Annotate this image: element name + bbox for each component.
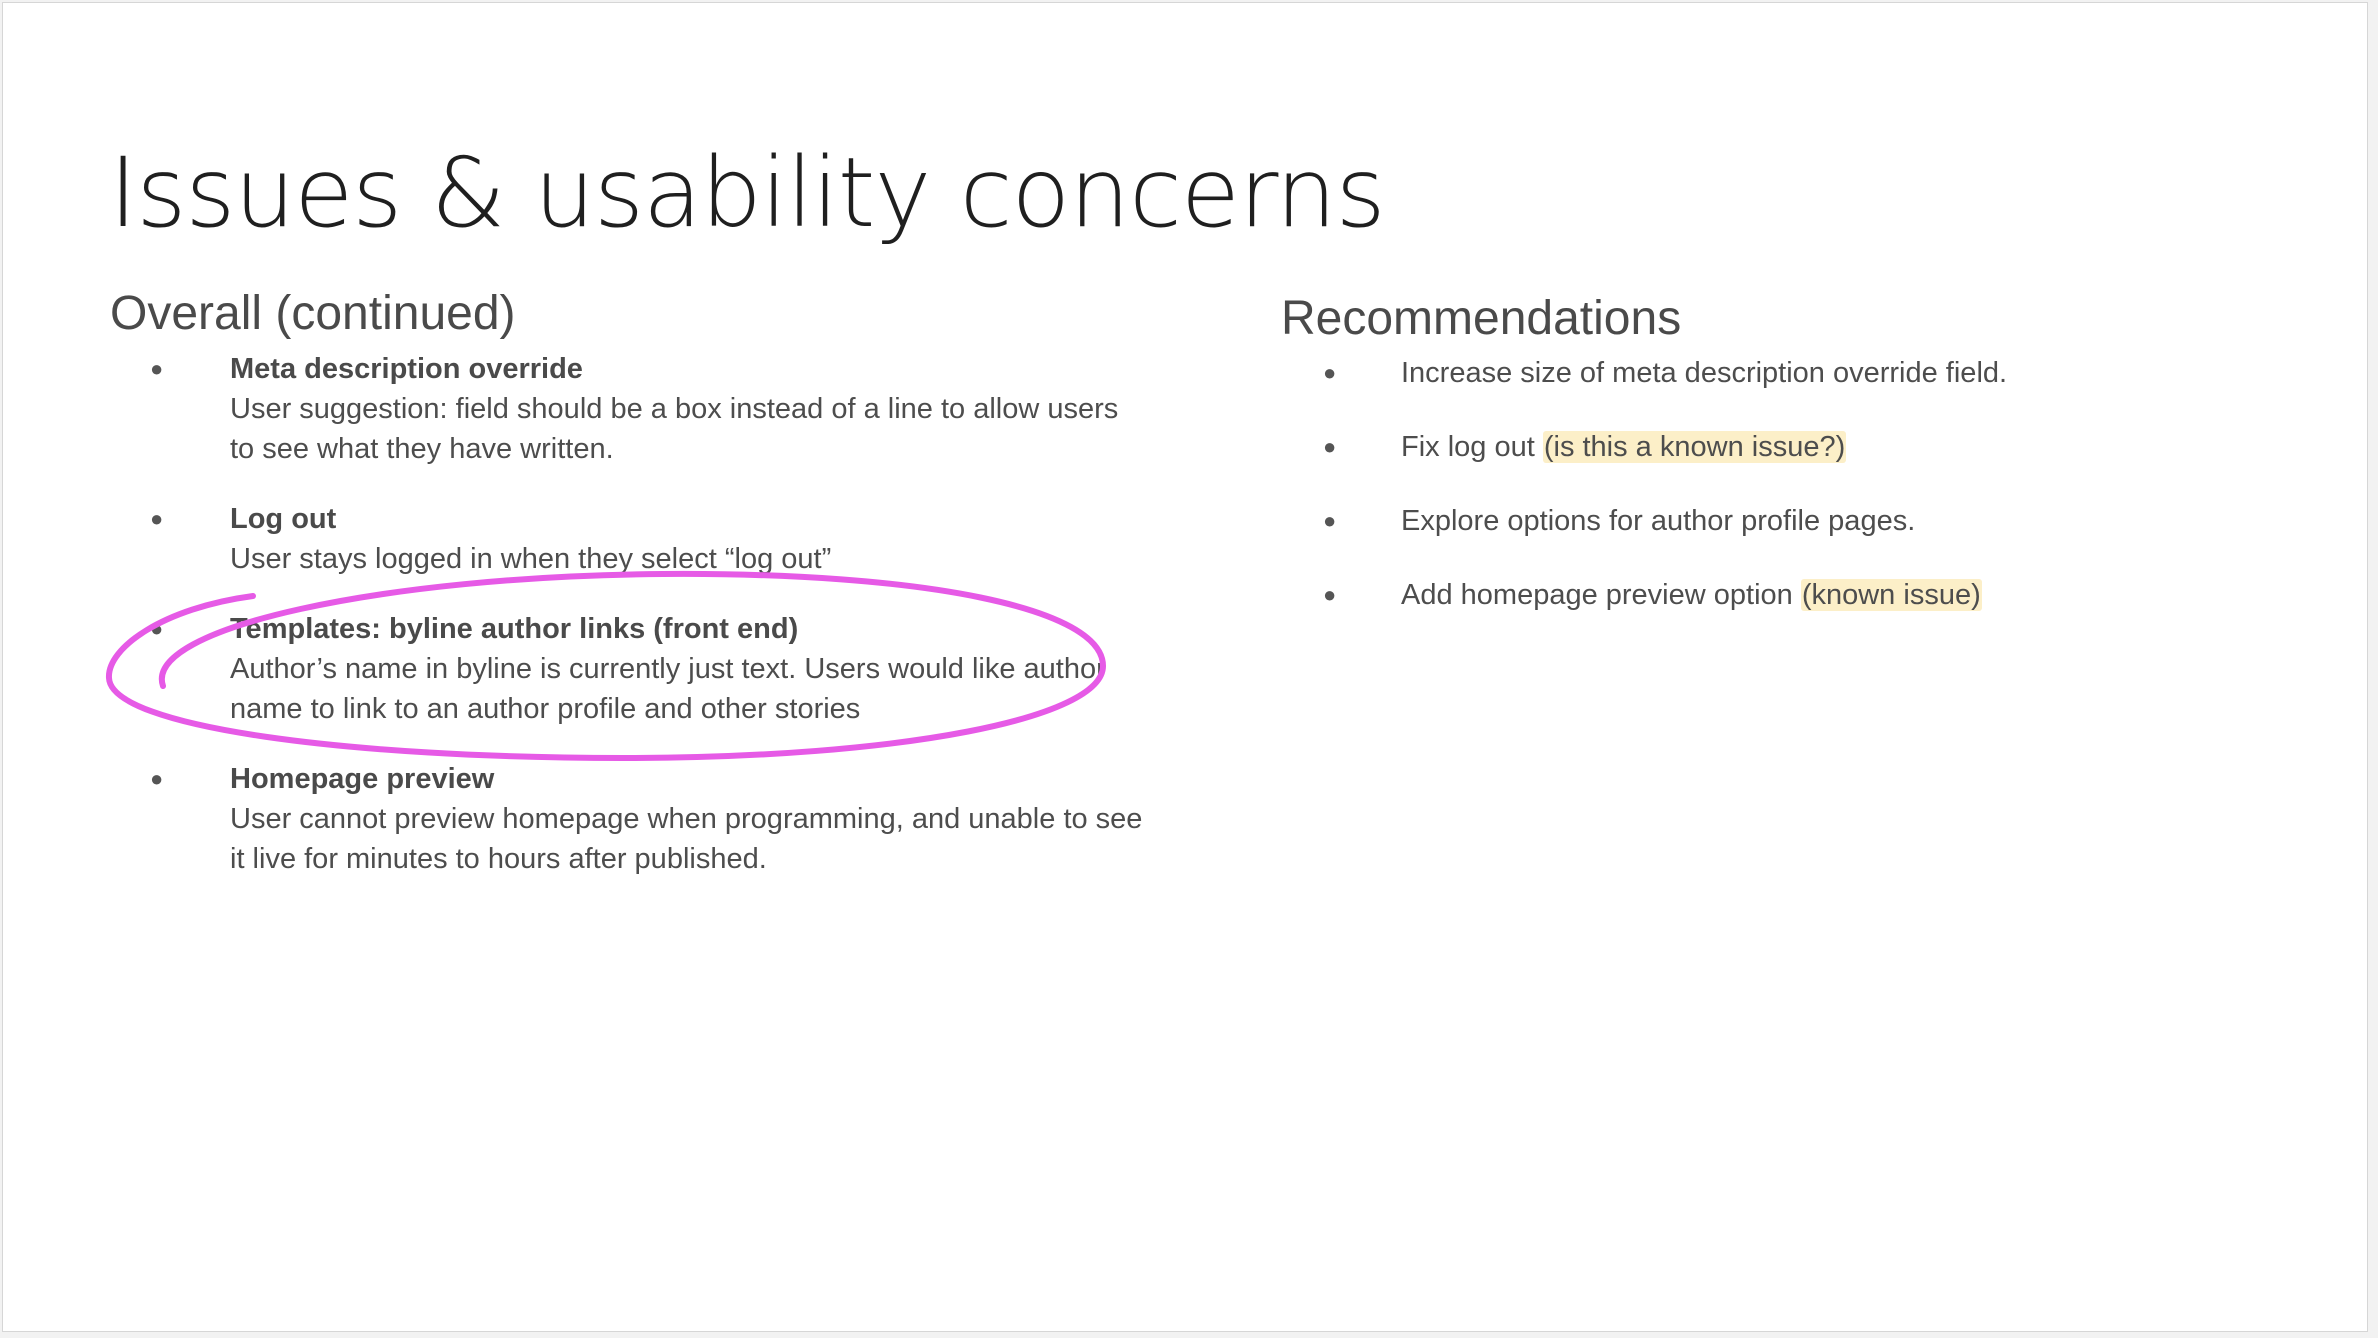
issue-title: Log out — [230, 503, 337, 535]
issue-description: User stays logged in when they select “log out” — [230, 543, 832, 575]
issue-title: Meta description override — [230, 353, 583, 385]
bullet-icon: ● — [150, 766, 164, 791]
issue-meta-description — [110, 349, 1150, 469]
issue-description: Author’s name in byline is currently just text. Users would like author name to link to an author profile and other stories — [230, 653, 1106, 725]
bullet-icon: ● — [150, 356, 164, 381]
slide-title: Issues & usability concerns — [109, 137, 1385, 249]
issue-description: User suggestion: field should be a box instead of a line to allow users to see what they have written. — [230, 393, 1119, 465]
bullet-icon: ● — [1323, 582, 1337, 607]
recommendation-text: Add homepage preview option — [1401, 579, 1801, 611]
bullet-icon: ● — [1323, 434, 1337, 459]
recommendation-highlight: (is this a known issue?) — [1543, 431, 1846, 463]
issue-description: User cannot preview homepage when programming, and unable to see it live for minutes to hours after published. — [230, 803, 1143, 875]
bullet-icon: ● — [1323, 508, 1337, 533]
issue-title: Homepage preview — [230, 763, 495, 795]
issue-title: Templates: byline author links (front end) — [230, 613, 799, 645]
recommendations-list — [1281, 353, 2281, 649]
recommendation-item — [1281, 353, 2281, 427]
recommendation-item — [1281, 575, 2281, 649]
bullet-icon: ● — [1323, 360, 1337, 385]
recommendation-item — [1281, 427, 2281, 501]
recommendation-text: Increase size of meta description override field. — [1401, 357, 2008, 389]
recommendations-heading: Recommendations — [1281, 292, 1682, 345]
recommendation-item — [1281, 501, 2281, 575]
issue-homepage-preview — [110, 759, 1150, 879]
recommendation-text: Explore options for author profile pages. — [1401, 505, 1916, 537]
recommendation-text: Fix log out — [1401, 431, 1543, 463]
bullet-icon: ● — [150, 616, 164, 641]
slide — [2, 2, 2368, 1332]
issues-list — [110, 349, 1150, 909]
issue-byline-author-links — [110, 609, 1150, 729]
issue-log-out — [110, 499, 1150, 579]
bullet-icon: ● — [150, 506, 164, 531]
overall-heading: Overall (continued) — [110, 287, 516, 340]
recommendation-highlight: (known issue) — [1801, 579, 1981, 611]
